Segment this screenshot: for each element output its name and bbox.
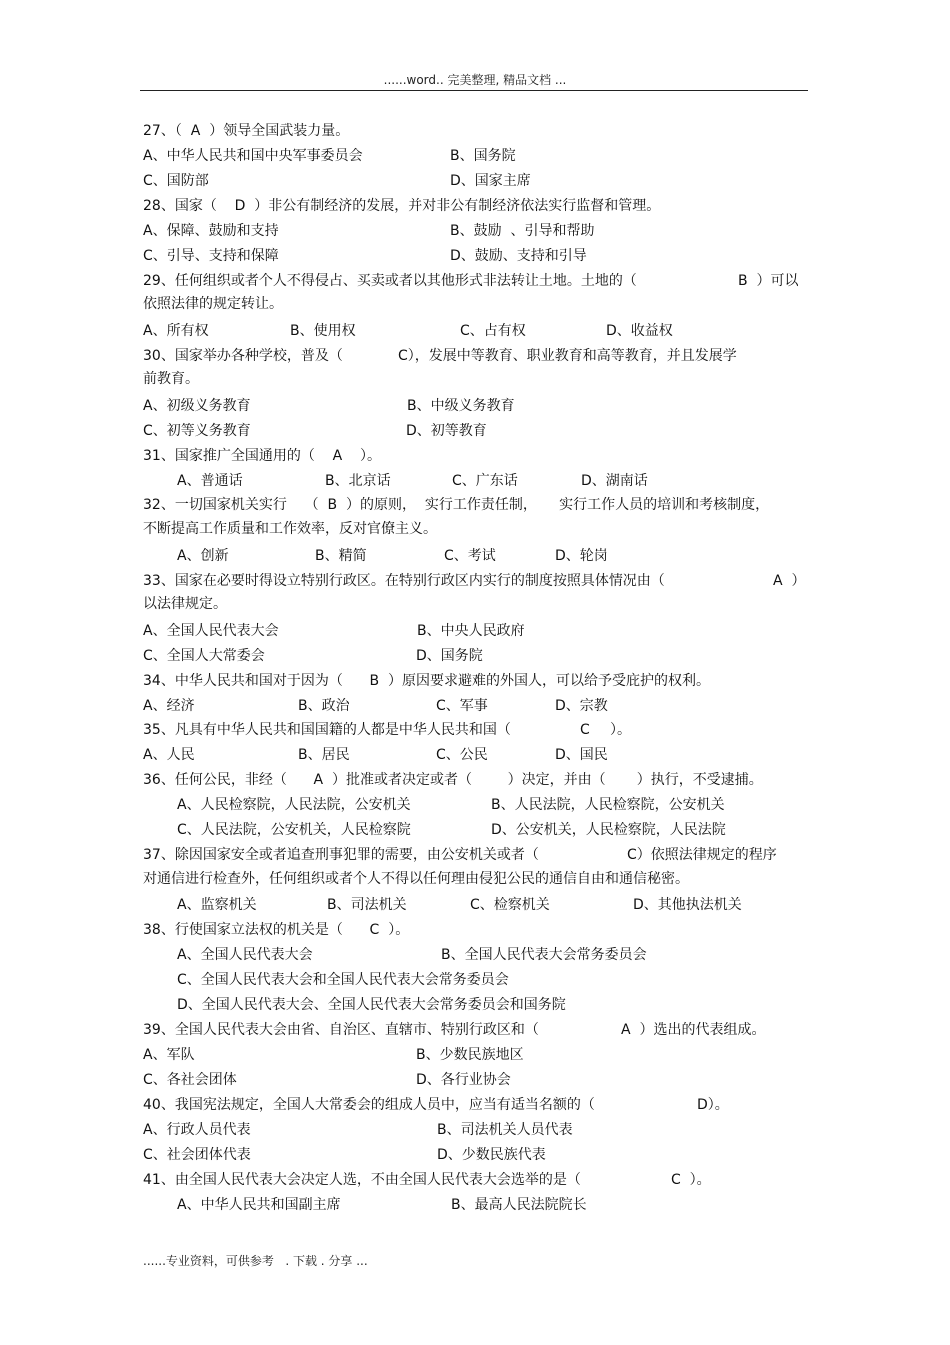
page-footer: ......专业资料，可供参考 . 下载 . 分享 ... <box>143 1254 368 1268</box>
text-line: A、监察机关 <box>177 897 257 913</box>
text-line: A、全国人民代表大会 <box>177 947 313 963</box>
text-line: 33、国家在必要时得设立特别行政区。在特别行政区内实行的制度按照具体情况由（ <box>143 573 665 589</box>
text-line: C、各社会团体 <box>143 1072 237 1088</box>
text-line: 前教育。 <box>143 371 199 387</box>
text-line: D、宗教 <box>555 698 608 714</box>
text-line: B、中级义务教育 <box>407 398 515 414</box>
text-line: C、初等义务教育 <box>143 423 251 439</box>
text-line: C、考试 <box>444 548 496 564</box>
text-line: C <box>580 722 590 738</box>
header-divider <box>140 90 808 91</box>
text-line: 35、凡具有中华人民共和国国籍的人都是中华人民共和国（ <box>143 722 511 738</box>
text-line: B、北京话 <box>325 473 391 489</box>
text-line: A、全国人民代表大会 <box>143 623 279 639</box>
text-line: A、中华人民共和国副主席 <box>177 1197 341 1213</box>
text-line: A、所有权 <box>143 323 209 339</box>
text-line: 对通信进行检查外，任何组织或者个人不得以任何理由侵犯公民的通信自由和通信秘密。 <box>143 871 689 887</box>
text-line: B、居民 <box>298 747 350 763</box>
text-line: 不断提高工作质量和工作效率，反对官僚主义。 <box>143 521 437 537</box>
text-line: C、占有权 <box>460 323 526 339</box>
text-line: D、国务院 <box>416 648 483 664</box>
text-line: D）。 <box>697 1097 729 1113</box>
page-header: ......word.. 完美整理, 精品文档 ... <box>383 73 567 87</box>
text-line: 29、任何组织或者个人不得侵占、买卖或者以其他形式非法转让土地。土地的（ <box>143 273 637 289</box>
text-line: B、司法机关 <box>327 897 407 913</box>
text-line: C ）。 <box>671 1172 711 1188</box>
text-line: A、人民检察院，人民法院，公安机关 <box>177 797 411 813</box>
text-line: C、社会团体代表 <box>143 1147 251 1163</box>
text-line: B、少数民族地区 <box>416 1047 524 1063</box>
text-line: A、中华人民共和国中央军事委员会 <box>143 148 363 164</box>
text-line: D、全国人民代表大会、全国人民代表大会常务委员会和国务院 <box>177 997 566 1013</box>
text-line: 28、国家（ D ）非公有制经济的发展，并对非公有制经济依法实行监督和管理。 <box>143 198 661 214</box>
text-line: D、湖南话 <box>581 473 648 489</box>
text-line: D、其他执法机关 <box>633 897 742 913</box>
text-line: 40、我国宪法规定，全国人大常委会的组成人员中，应当有适当名额的（ <box>143 1097 595 1113</box>
text-line: D、初等教育 <box>406 423 487 439</box>
text-line: C、全国人民代表大会和全国人民代表大会常务委员会 <box>177 972 509 988</box>
text-line: 依照法律的规定转让。 <box>143 296 283 312</box>
text-line: 34、中华人民共和国对于因为（ B ）原因要求避难的外国人，可以给予受庇护的权利。 <box>143 673 711 689</box>
text-line: D、国民 <box>555 747 608 763</box>
text-line: A、军队 <box>143 1047 195 1063</box>
text-line: B、鼓励 、引导和帮助 <box>450 223 595 239</box>
text-line: D、公安机关，人民检察院，人民法院 <box>491 822 726 838</box>
text-line: 31、国家推广全国通用的（ A ）。 <box>143 448 381 464</box>
text-line: B、司法机关人员代表 <box>437 1122 573 1138</box>
text-line: B、精简 <box>315 548 367 564</box>
text-line: C、军事 <box>436 698 488 714</box>
text-line: B ）可以 <box>738 273 799 289</box>
text-line: D、轮岗 <box>555 548 608 564</box>
text-line: B、全国人民代表大会常务委员会 <box>441 947 647 963</box>
text-line: 27、（ A ）领导全国武装力量。 <box>143 123 350 139</box>
text-line: D、鼓励、支持和引导 <box>450 248 587 264</box>
text-line: ）。 <box>610 722 631 738</box>
text-line: 32、一切国家机关实行 （ B ）的原则， 实行工作责任制， 实行工作人员的培训和考核制度， <box>143 497 770 513</box>
text-line: 37、除因国家安全或者追查刑事犯罪的需要，由公安机关或者（ <box>143 847 539 863</box>
text-line: C、广东话 <box>452 473 518 489</box>
text-line: A、人民 <box>143 747 195 763</box>
text-line: A、普通话 <box>177 473 243 489</box>
text-line: D、收益权 <box>606 323 673 339</box>
text-line: D、各行业协会 <box>416 1072 511 1088</box>
text-line: D、少数民族代表 <box>437 1147 546 1163</box>
text-line: C、国防部 <box>143 173 209 189</box>
text-line: C、检察机关 <box>470 897 550 913</box>
text-line: C）依照法律规定的程序 <box>627 847 777 863</box>
text-line: B、使用权 <box>290 323 356 339</box>
text-line: B、政治 <box>298 698 350 714</box>
text-line: A ）选出的代表组成。 <box>621 1022 766 1038</box>
text-line: 39、全国人民代表大会由省、自治区、直辖市、特别行政区和（ <box>143 1022 539 1038</box>
text-line: C、人民法院，公安机关，人民检察院 <box>177 822 411 838</box>
text-line: C），发展中等教育、职业教育和高等教育，并且发展学 <box>398 348 737 364</box>
text-line: B、国务院 <box>450 148 516 164</box>
text-line: A、创新 <box>177 548 229 564</box>
text-line: A、经济 <box>143 698 195 714</box>
text-line: C、全国人大常委会 <box>143 648 265 664</box>
text-line: A、行政人员代表 <box>143 1122 251 1138</box>
text-line: 38、行使国家立法权的机关是（ C ）。 <box>143 922 410 938</box>
text-line: B、中央人民政府 <box>417 623 525 639</box>
text-line: C、公民 <box>436 747 488 763</box>
text-line: 30、国家举办各种学校，普及（ <box>143 348 343 364</box>
text-line: 以法律规定。 <box>143 596 227 612</box>
text-line: A、保障、鼓励和支持 <box>143 223 279 239</box>
text-line: A ） <box>773 573 806 589</box>
text-line: B、最高人民法院院长 <box>451 1197 587 1213</box>
text-line: B、人民法院，人民检察院，公安机关 <box>491 797 725 813</box>
text-line: 36、任何公民，非经（ A ）批准或者决定或者（ ）决定，并由（ ）执行，不受逮捕。 <box>143 772 763 788</box>
text-line: D、国家主席 <box>450 173 531 189</box>
text-line: C、引导、支持和保障 <box>143 248 279 264</box>
text-line: 41、由全国人民代表大会决定人选，不由全国人民代表大会选举的是（ <box>143 1172 581 1188</box>
text-line: A、初级义务教育 <box>143 398 251 414</box>
